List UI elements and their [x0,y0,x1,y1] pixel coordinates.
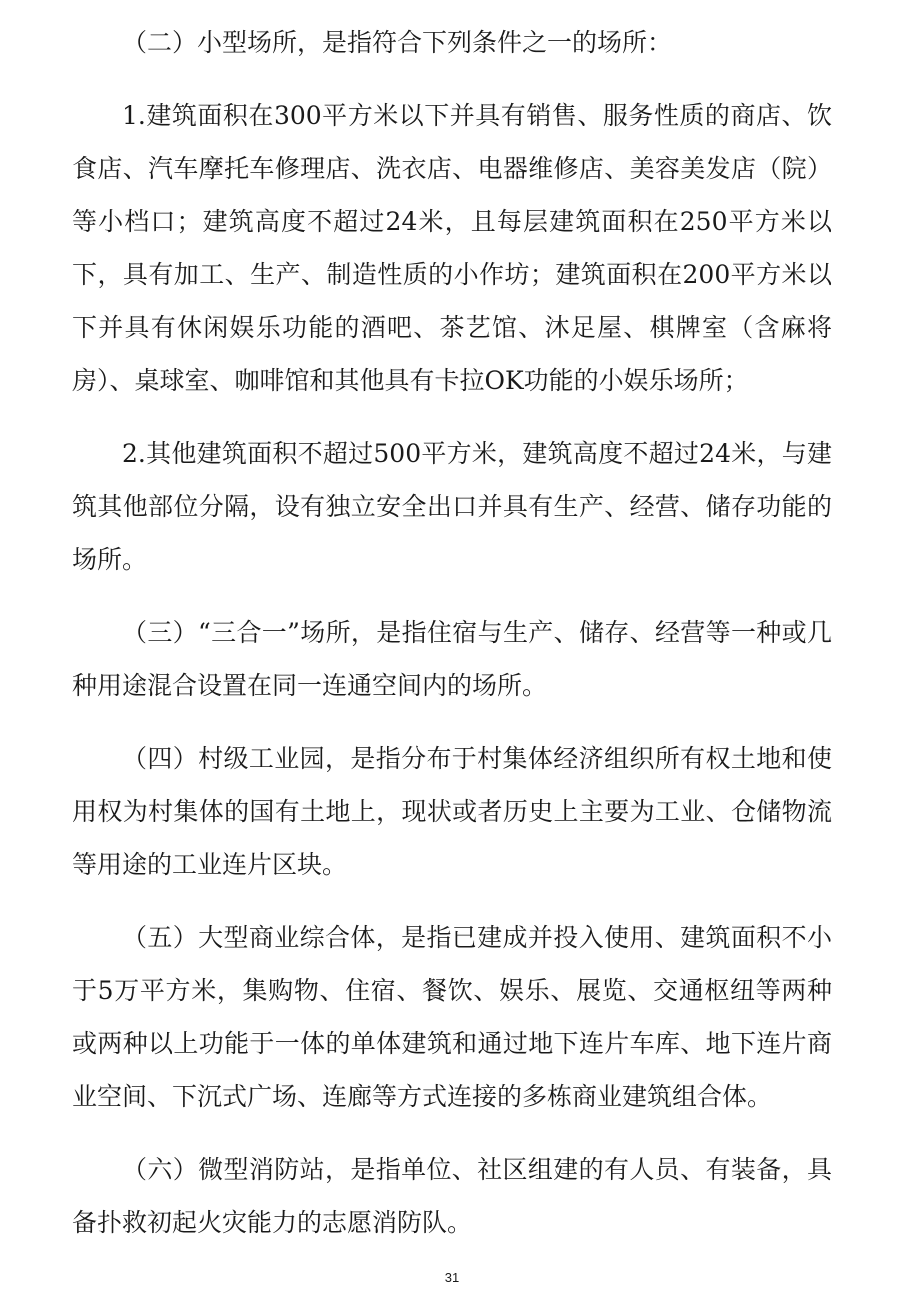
paragraph-three-in-one-definition: （三）“三合一”场所，是指住宿与生产、储存、经营等一种或几种用途混合设置在同一连通空间内的场所。 [72,618,832,700]
document-body [72,16,832,1249]
paragraph-small-venues-definition: （二）小型场所，是指符合下列条件之一的场所： [122,28,673,57]
paragraph-village-industrial-park-definition: （四）村级工业园，是指分布于村集体经济组织所有权土地和使用权为村集体的国有土地上，现状或者历史上主要为工业、仓储物流等用途的工业连片区块。 [72,744,832,879]
page-number: 31 [444,1270,460,1285]
paragraph-item-1: 1.建筑面积在300平方米以下并具有销售、服务性质的商店、饮食店、汽车摩托车修理店、洗衣店、电器维修店、美容美发店（院）等小档口；建筑高度不超过24米，且每层建筑面积在250平方米以下，具有加工、生产、制造性质的小作坊；建筑面积在200平方米以下并具有休闲娱乐功能的酒吧、茶艺馆、沐足屋、棋牌室（含麻将房）、桌球室、咖啡馆和其他具有卡拉OK功能的小娱乐场所； [72,101,832,395]
paragraph-commercial-complex-definition: （五）大型商业综合体，是指已建成并投入使用、建筑面积不小于5万平方米，集购物、住宿、餐饮、娱乐、展览、交通枢纽等两种或两种以上功能于一体的单体建筑和通过地下连片车库、地下连片商业空间、下沉式广场、连廊等方式连接的多栋商业建筑组合体。 [72,923,832,1111]
paragraph-item-2: 2.其他建筑面积不超过500平方米，建筑高度不超过24米，与建筑其他部位分隔，设有独立安全出口并具有生产、经营、储存功能的场所。 [72,439,832,574]
paragraph-micro-fire-station-definition: （六）微型消防站，是指单位、社区组建的有人员、有装备，具备扑救初起火灾能力的志愿消防队。 [72,1155,832,1237]
